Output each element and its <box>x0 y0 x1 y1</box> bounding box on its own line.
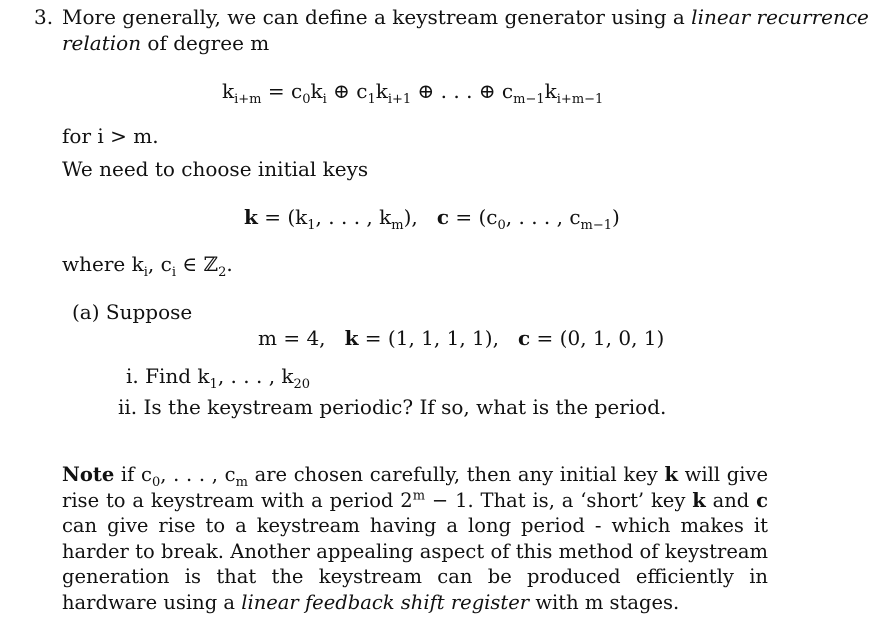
part-a-values: m = 4, k = (1, 1, 1, 1), c = (0, 1, 0, 1) <box>258 326 665 350</box>
where-line: where $k_i$, $c_i$ ∈ ℤ$_2$. <box>62 252 233 280</box>
note-paragraph: Note if $c_0$, . . . , $c_m$ are chosen carefully, then any initial key k will give rise to a keystream with a period $2^m - 1$. That is, a ‘short’ key k and c can give rise to a keystream having a long period - which makes it harder to break. Another appealing aspect of this method of keystream generation is that the keystream can be produced efficiently in hardware using a linear feedback shift register with m stages. <box>62 463 769 614</box>
part-a-label: (a) Suppose <box>72 300 193 324</box>
intro-italic-term: linear recurrence <box>691 5 869 29</box>
degree-symbol: m <box>250 31 270 55</box>
intro-text-2: of degree <box>141 31 251 55</box>
initial-keys-equation: $k = (k_1$, . . . , $k_m$), $c = (c_0$, . . . , $c_{m-1}$) <box>244 205 620 233</box>
intro-line-2 <box>62 31 269 55</box>
subquestion-ii: ii. Is the keystream periodic? If so, what is the period. <box>118 395 667 419</box>
intro-line-1 <box>62 5 869 29</box>
intro-italic-term-2: relation <box>62 31 142 55</box>
condition-line: for i > m. <box>62 124 159 148</box>
choose-keys-line: We need to choose initial keys <box>62 157 369 181</box>
subquestion-i: i. Find $k_1$, . . . , $k_{20}$ <box>126 364 311 392</box>
intro-text: More generally, we can define a keystream generator using a <box>62 5 692 29</box>
recurrence-equation: $k_{i+m} = c_0k_i$ ⊕ $c_1k_{i+1}$ ⊕ . . . ⊕ $c_{m-1}k_{i+m-1}$ <box>222 79 604 107</box>
problem-number: 3. <box>34 5 54 29</box>
